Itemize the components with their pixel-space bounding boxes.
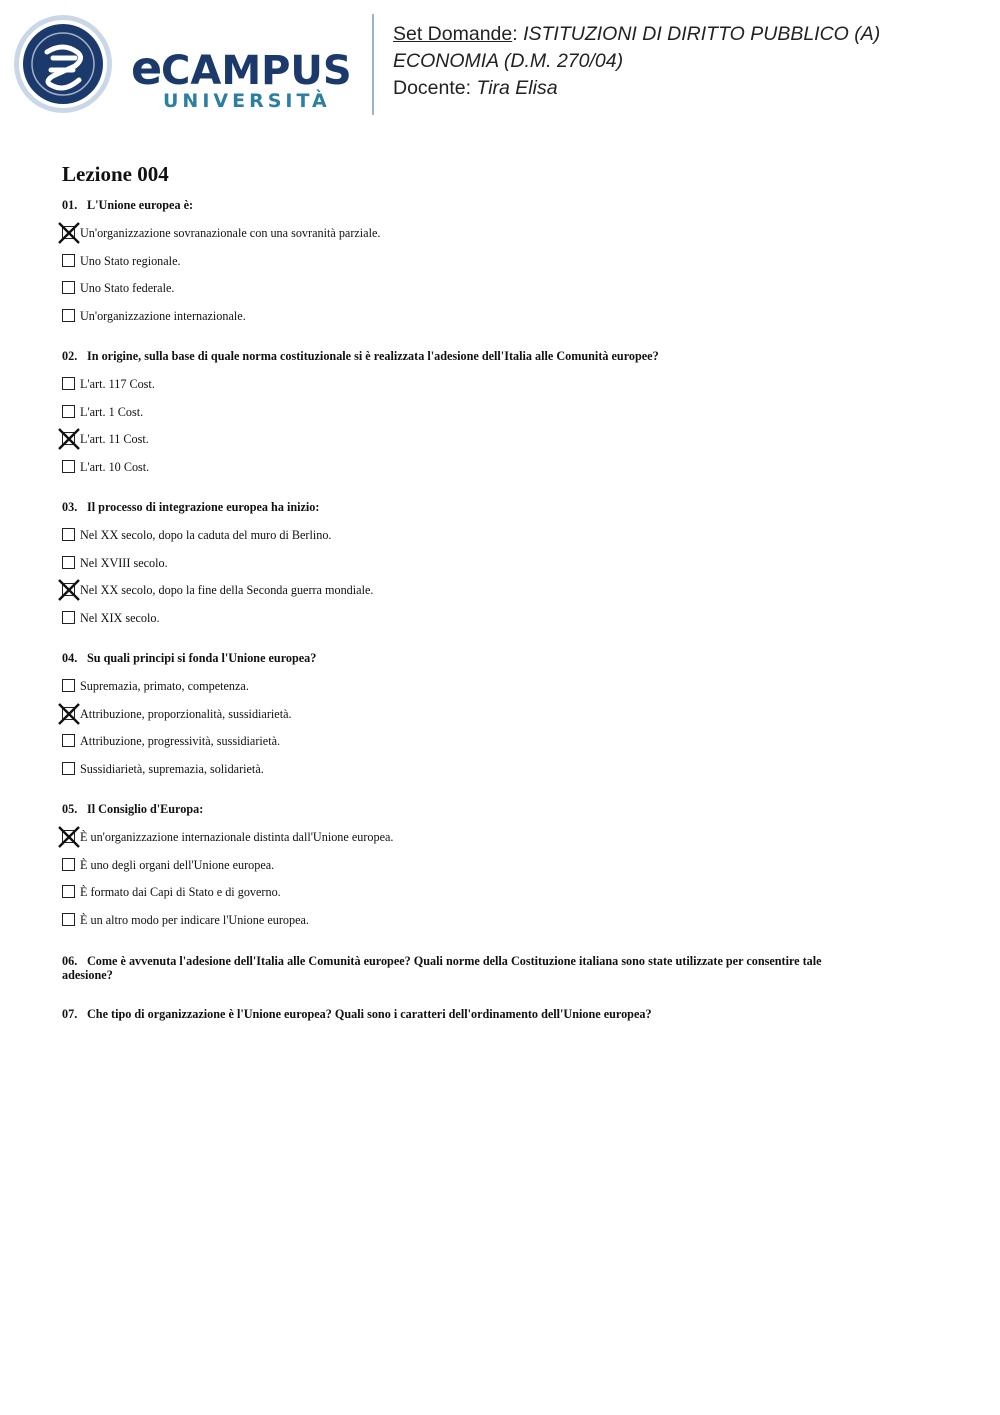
answer-option-label: L'art. 1 Cost. xyxy=(80,404,144,419)
question-text: Il Consiglio d'Europa: xyxy=(87,802,204,816)
cross-mark-icon xyxy=(57,578,81,602)
checkbox[interactable] xyxy=(62,460,75,473)
header-divider xyxy=(372,14,374,115)
checkbox[interactable] xyxy=(62,858,75,871)
cross-mark-icon xyxy=(57,702,81,726)
answer-option-label: Uno Stato federale. xyxy=(80,281,175,296)
checkbox[interactable] xyxy=(62,913,75,926)
teacher-label: Docente: xyxy=(393,77,477,99)
course-title-line-1: ISTITUZIONI DI DIRITTO PUBBLICO (A) xyxy=(523,23,881,45)
question-number: 05. xyxy=(62,802,78,816)
question-number: 06. xyxy=(62,954,78,968)
set-separator: : xyxy=(512,23,524,45)
header-line-3 xyxy=(393,75,993,102)
answer-option-label: L'art. 10 Cost. xyxy=(80,460,150,475)
question-title xyxy=(62,802,842,816)
teacher-name: Tira Elisa xyxy=(476,77,558,99)
answer-option-label: Sussidiarietà, supremazia, solidarietà. xyxy=(80,762,264,777)
checkbox[interactable] xyxy=(62,556,75,569)
cross-mark-icon xyxy=(57,825,81,849)
ecampus-logo xyxy=(13,14,358,116)
logo-brand-name: CAMPUS xyxy=(161,48,352,94)
question-number: 03. xyxy=(62,500,78,514)
answer-option-label: Supremazia, primato, competenza. xyxy=(80,679,249,693)
answer-option-label: È un'organizzazione internazionale distinta dall'Unione europea. xyxy=(80,830,394,844)
set-label: Set Domande xyxy=(393,23,513,45)
answer-option-label: È uno degli organi dell'Unione europea. xyxy=(80,857,275,872)
question-text: L'Unione europea è: xyxy=(87,198,194,212)
question-text: Su quali principi si fonda l'Unione europea? xyxy=(87,651,317,665)
checkbox[interactable] xyxy=(62,679,75,692)
answer-option-label: Nel XIX secolo. xyxy=(80,611,160,626)
checkbox[interactable] xyxy=(62,309,75,322)
question-number: 04. xyxy=(62,651,78,665)
question-text: Che tipo di organizzazione è l'Unione europea? Quali sono i caratteri dell'ordinamento dell'Unione europea? xyxy=(87,1007,652,1021)
header-info xyxy=(393,21,993,102)
answer-option-label: Uno Stato regionale. xyxy=(80,253,181,268)
question-title xyxy=(62,1007,842,1021)
answer-option-label: Un'organizzazione sovranazionale con una sovranità parziale. xyxy=(80,226,381,240)
checkbox[interactable] xyxy=(62,377,75,390)
question-title xyxy=(62,349,842,363)
checkbox[interactable] xyxy=(62,405,75,418)
answer-option-label: Un'organizzazione internazionale. xyxy=(80,309,246,324)
answer-option-label: Nel XX secolo, dopo la fine della Seconda guerra mondiale. xyxy=(80,583,374,598)
answer-option-label: È un altro modo per indicare l'Unione europea. xyxy=(80,913,309,928)
course-title-line-2: ECONOMIA (D.M. 270/04) xyxy=(393,50,624,72)
question-title xyxy=(62,651,842,665)
question-title xyxy=(62,500,842,514)
header-line-2 xyxy=(393,48,993,75)
answer-option-label: Attribuzione, proporzionalità, sussidiarietà. xyxy=(80,706,292,721)
question-number: 01. xyxy=(62,198,78,212)
answer-option-label: L'art. 11 Cost. xyxy=(80,432,149,447)
answer-option-label: Nel XVIII secolo. xyxy=(80,555,168,570)
logo-brand-prefix: e xyxy=(131,41,163,95)
checkbox[interactable] xyxy=(62,762,75,775)
checkbox[interactable] xyxy=(62,885,75,898)
header-line-1 xyxy=(393,21,993,48)
checkbox[interactable] xyxy=(62,254,75,267)
checkbox[interactable] xyxy=(62,528,75,541)
question-number: 07. xyxy=(62,1007,78,1021)
checkbox[interactable] xyxy=(62,281,75,294)
answer-option-label: È formato dai Capi di Stato e di governo. xyxy=(80,885,281,900)
cross-mark-icon xyxy=(57,427,81,451)
question-text: Il processo di integrazione europea ha inizio: xyxy=(87,500,320,514)
checkbox[interactable] xyxy=(62,734,75,747)
answer-option-label: L'art. 117 Cost. xyxy=(80,377,155,391)
question-text: Come è avvenuta l'adesione dell'Italia alle Comunità europee? Quali norme della Costituzione italiana sono state utilizzate per consentire tale adesione? xyxy=(62,954,822,982)
question-number: 02. xyxy=(62,349,78,363)
answer-option-label: Nel XX secolo, dopo la caduta del muro di Berlino. xyxy=(80,528,332,542)
cross-mark-icon xyxy=(57,221,81,245)
question-text: In origine, sulla base di quale norma costituzionale si è realizzata l'adesione dell'Italia alle Comunità europee? xyxy=(87,349,659,363)
question-title xyxy=(62,954,842,982)
question-title xyxy=(62,198,842,212)
answer-option-label: Attribuzione, progressività, sussidiarietà. xyxy=(80,734,281,749)
checkbox[interactable] xyxy=(62,611,75,624)
logo-brand-sub: UNIVERSITÀ xyxy=(163,90,331,112)
lesson-title: Lezione 004 xyxy=(62,162,169,186)
